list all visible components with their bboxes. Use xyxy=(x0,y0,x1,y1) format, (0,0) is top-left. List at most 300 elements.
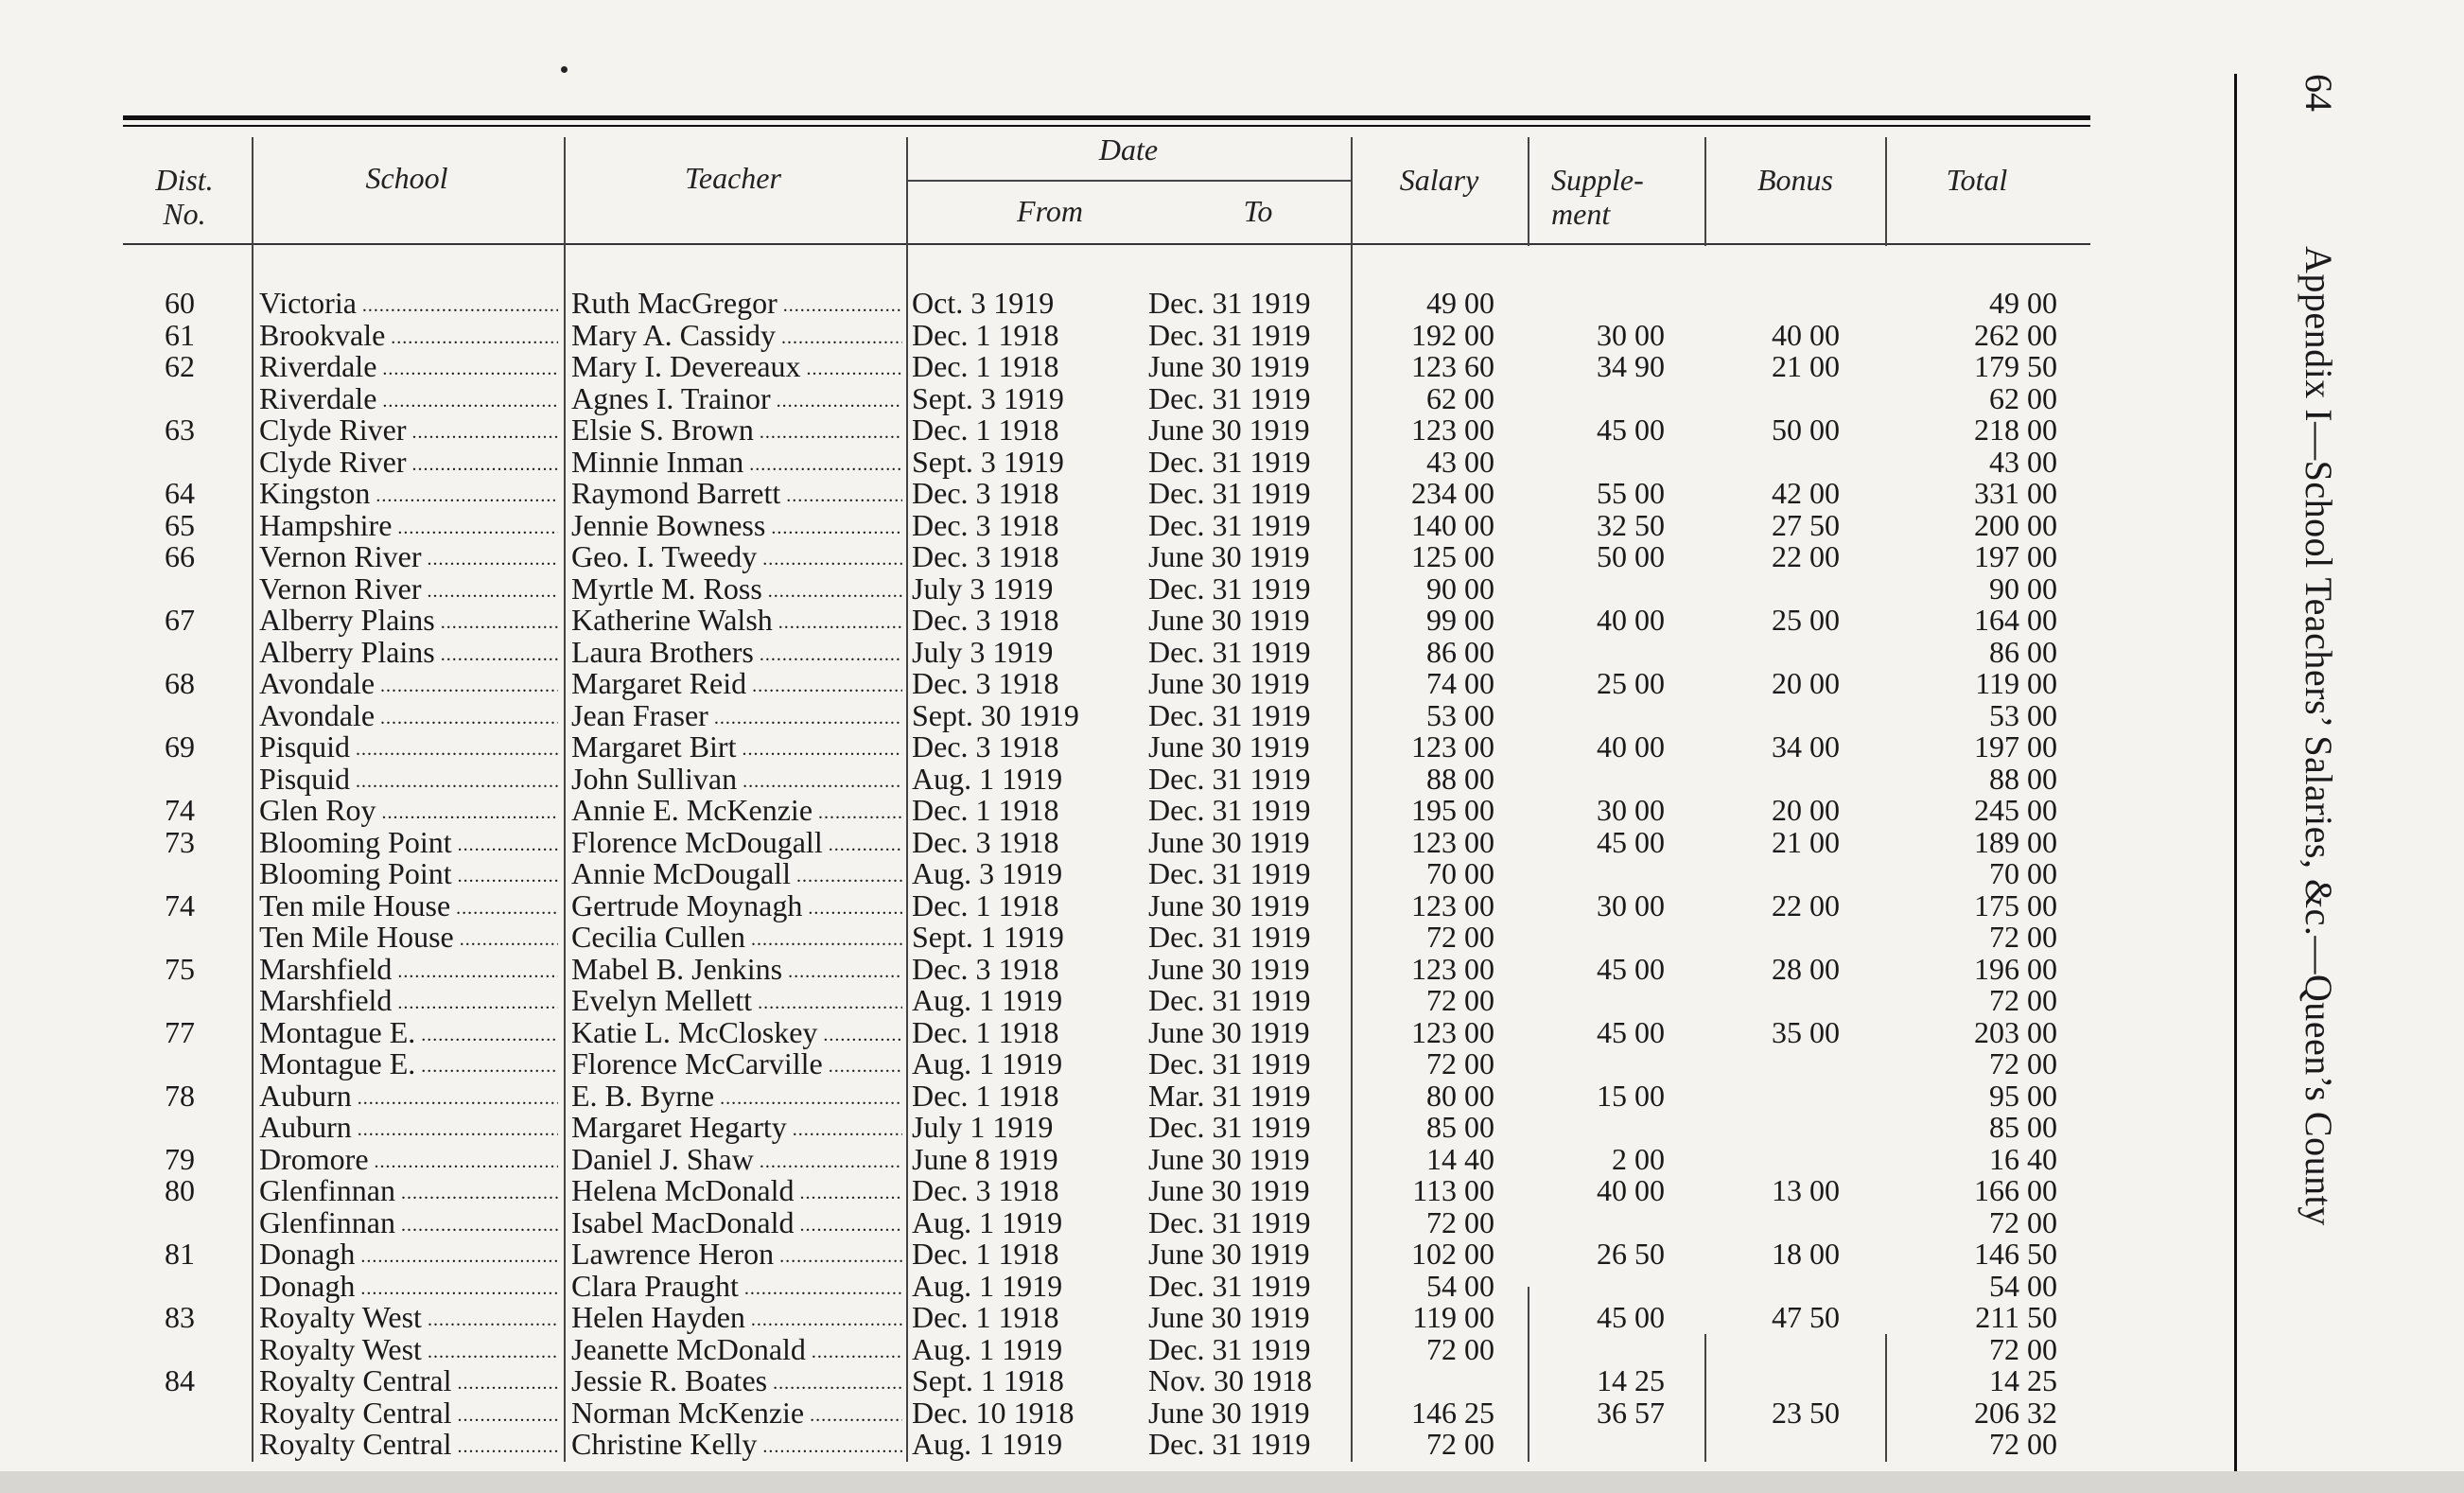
table-row xyxy=(0,317,2100,352)
cell-teacher: Helena McDonald ..... xyxy=(571,1175,902,1210)
cell-total: 72 00 xyxy=(1989,920,2057,954)
cell-from: Dec. 3 1918 xyxy=(912,1173,1059,1207)
table-row xyxy=(0,1204,2100,1239)
cell-salary: 123 00 xyxy=(1411,729,1494,764)
cell-total: 331 00 xyxy=(1974,476,2057,510)
cell-teacher: Mary I. Devereaux ..... xyxy=(571,351,902,386)
cell-to: Dec. 31 1919 xyxy=(1148,444,1311,479)
table-row xyxy=(0,1268,2100,1303)
cell-from: July 3 1919 xyxy=(912,571,1054,606)
cell-bonus: 47 50 xyxy=(1772,1300,1840,1334)
cell-teacher: Myrtle M. Ross ..... xyxy=(571,573,902,608)
cell-salary: 123 00 xyxy=(1411,824,1494,859)
cell-to: Dec. 31 1919 xyxy=(1148,697,1311,732)
page-number: 64 xyxy=(2298,74,2340,112)
cell-total: 166 00 xyxy=(1974,1173,2057,1207)
cell-dist: 73 xyxy=(165,824,195,859)
cell-school: Royalty Central ..... xyxy=(259,1365,558,1400)
cell-school: Glenfinnan ..... xyxy=(259,1207,558,1242)
cell-teacher: Margaret Reid ..... xyxy=(571,668,902,703)
cell-salary: 99 00 xyxy=(1426,603,1494,637)
cell-total: 262 00 xyxy=(1974,317,2057,352)
cell-salary: 72 00 xyxy=(1426,1204,1494,1239)
cell-teacher: Gertrude Moynagh ..... xyxy=(571,890,902,925)
cell-total: 72 00 xyxy=(1989,1204,2057,1239)
cell-dist: 64 xyxy=(165,476,195,510)
cell-teacher: Katie L. McCloskey ..... xyxy=(571,1017,902,1052)
cell-salary: 72 00 xyxy=(1426,1331,1494,1366)
cell-total: 218 00 xyxy=(1974,413,2057,447)
salary-table-body xyxy=(0,288,2100,1461)
header-date: Date xyxy=(1098,132,1159,167)
table-row xyxy=(0,1238,2100,1271)
cell-teacher: Christine Kelly ..... xyxy=(571,1429,902,1464)
cell-teacher: Clara Praught ..... xyxy=(571,1271,902,1306)
cell-from: Aug. 1 1919 xyxy=(912,1331,1063,1366)
cell-school: Riverdale ..... xyxy=(259,383,558,418)
cell-to: Dec. 31 1919 xyxy=(1148,634,1311,669)
cell-salary: 123 00 xyxy=(1411,887,1494,922)
cell-from: Dec. 3 1918 xyxy=(912,603,1059,637)
cell-teacher: Florence McDougall ..... xyxy=(571,827,902,862)
cell-teacher: Norman McKenzie ..... xyxy=(571,1397,902,1432)
cell-bonus: 22 00 xyxy=(1772,887,1840,922)
table-row xyxy=(0,824,2100,859)
table-row xyxy=(0,668,2100,700)
cell-to: June 30 1919 xyxy=(1148,1395,1310,1430)
cell-school: Alberry Plains ..... xyxy=(259,605,558,640)
cell-school: Donagh ..... xyxy=(259,1238,558,1273)
cell-teacher: Laura Brothers ..... xyxy=(571,637,902,672)
cell-from: Aug. 1 1919 xyxy=(912,1268,1063,1303)
cell-total: 72 00 xyxy=(1989,983,2057,1017)
cell-from: Dec. 3 1918 xyxy=(912,824,1059,859)
table-row xyxy=(0,887,2100,922)
cell-school: Ten mile House ..... xyxy=(259,890,558,925)
cell-dist: 61 xyxy=(165,317,195,352)
cell-dist: 74 xyxy=(165,793,195,827)
cell-total: 196 00 xyxy=(1974,951,2057,986)
header-salary: Salary xyxy=(1399,163,1479,197)
cell-from: Sept. 30 1919 xyxy=(912,697,1079,732)
header-from: From xyxy=(1017,194,1083,228)
cell-salary: 72 00 xyxy=(1426,1427,1494,1461)
cell-dist: 74 xyxy=(165,887,195,922)
cell-bonus: 23 50 xyxy=(1772,1395,1840,1430)
cell-from: Dec. 1 1918 xyxy=(912,349,1059,383)
cell-dist: 67 xyxy=(165,603,195,637)
cell-from: Dec. 1 1918 xyxy=(912,317,1059,352)
cell-bonus: 20 00 xyxy=(1772,666,1840,700)
cell-school: Vernon River ..... xyxy=(259,573,558,608)
cell-from: Aug. 1 1919 xyxy=(912,1427,1063,1461)
cell-supplement: 2 00 xyxy=(1612,1141,1665,1176)
column-rule xyxy=(1704,137,1706,246)
scan-bottom-edge xyxy=(0,1471,2464,1493)
cell-to: Dec. 31 1919 xyxy=(1148,1110,1311,1144)
cell-from: Dec. 3 1918 xyxy=(912,666,1059,700)
cell-from: Aug. 3 1919 xyxy=(912,856,1063,890)
cell-to: Dec. 31 1919 xyxy=(1148,1268,1311,1303)
cell-to: Dec. 31 1919 xyxy=(1148,1046,1311,1080)
cell-supplement: 14 25 xyxy=(1597,1363,1665,1397)
cell-teacher: Jeanette McDonald ..... xyxy=(571,1334,902,1369)
cell-to: June 30 1919 xyxy=(1148,1173,1310,1207)
cell-total: 70 00 xyxy=(1989,856,2057,890)
cell-school: Montague E. ..... xyxy=(259,1017,558,1052)
cell-supplement: 25 00 xyxy=(1597,666,1665,700)
header-bonus: Bonus xyxy=(1757,163,1833,197)
cell-salary: 234 00 xyxy=(1411,476,1494,510)
cell-salary: 123 00 xyxy=(1411,413,1494,447)
cell-total: 72 00 xyxy=(1989,1331,2057,1366)
cell-supplement: 40 00 xyxy=(1597,603,1665,637)
cell-bonus: 50 00 xyxy=(1772,413,1840,447)
cell-total: 16 40 xyxy=(1989,1141,2057,1176)
cell-dist: 62 xyxy=(165,349,195,383)
cell-school: Royalty West ..... xyxy=(259,1302,558,1337)
cell-from: Aug. 1 1919 xyxy=(912,1204,1063,1239)
cell-to: Dec. 31 1919 xyxy=(1148,1331,1311,1366)
cell-to: Dec. 31 1919 xyxy=(1148,476,1311,510)
cell-school: Pisquid ..... xyxy=(259,764,558,799)
cell-from: Dec. 10 1918 xyxy=(912,1395,1075,1430)
cell-teacher: Evelyn Mellett ..... xyxy=(571,985,902,1020)
header-supplement: Supple- ment xyxy=(1551,163,1644,231)
cell-school: Clyde River ..... xyxy=(259,414,558,449)
cell-to: Dec. 31 1919 xyxy=(1148,571,1311,606)
cell-teacher: Annie McDougall ..... xyxy=(571,858,902,893)
cell-total: 72 00 xyxy=(1989,1046,2057,1080)
cell-total: 49 00 xyxy=(1989,286,2057,320)
cell-from: Dec. 1 1918 xyxy=(912,1300,1059,1334)
table-row xyxy=(0,1141,2100,1176)
cell-dist: 79 xyxy=(165,1141,195,1176)
date-subheader-rule xyxy=(906,180,1351,182)
cell-to: Dec. 31 1919 xyxy=(1148,983,1311,1017)
table-row xyxy=(0,858,2100,890)
cell-supplement: 45 00 xyxy=(1597,1300,1665,1334)
table-row xyxy=(0,634,2100,669)
cell-to: June 30 1919 xyxy=(1148,729,1310,764)
cell-school: Ten Mile House ..... xyxy=(259,922,558,957)
cell-to: Dec. 31 1919 xyxy=(1148,286,1311,320)
stray-ink-dot xyxy=(561,66,568,73)
cell-teacher: Geo. I. Tweedy ..... xyxy=(571,541,902,576)
table-row xyxy=(0,605,2100,637)
table-row xyxy=(0,541,2100,573)
cell-dist: 66 xyxy=(165,539,195,573)
cell-total: 164 00 xyxy=(1974,603,2057,637)
cell-supplement: 15 00 xyxy=(1597,1078,1665,1113)
cell-teacher: Annie E. McKenzie ..... xyxy=(571,795,902,830)
cell-supplement: 50 00 xyxy=(1597,539,1665,573)
cell-to: June 30 1919 xyxy=(1148,349,1310,383)
cell-dist: 83 xyxy=(165,1300,195,1334)
cell-salary: 88 00 xyxy=(1426,761,1494,796)
cell-school: Clyde River ..... xyxy=(259,447,558,482)
cell-bonus: 35 00 xyxy=(1772,1014,1840,1049)
cell-salary: 123 60 xyxy=(1411,349,1494,383)
cell-bonus: 28 00 xyxy=(1772,951,1840,986)
cell-total: 203 00 xyxy=(1974,1014,2057,1049)
cell-school: Marshfield ..... xyxy=(259,985,558,1020)
table-row xyxy=(0,1112,2100,1144)
cell-dist: 77 xyxy=(165,1014,195,1049)
table-row xyxy=(0,573,2100,606)
cell-salary: 119 00 xyxy=(1412,1300,1494,1334)
cell-supplement: 30 00 xyxy=(1597,793,1665,827)
cell-from: Dec. 1 1918 xyxy=(912,887,1059,922)
cell-total: 245 00 xyxy=(1974,793,2057,827)
cell-to: Dec. 31 1919 xyxy=(1148,856,1311,890)
header-to: To xyxy=(1243,194,1273,228)
cell-dist: 60 xyxy=(165,286,195,320)
cell-salary: 123 00 xyxy=(1411,1014,1494,1049)
cell-salary: 62 00 xyxy=(1426,380,1494,415)
cell-salary: 140 00 xyxy=(1411,507,1494,542)
cell-from: July 3 1919 xyxy=(912,634,1054,669)
cell-salary: 72 00 xyxy=(1426,983,1494,1017)
cell-total: 62 00 xyxy=(1989,380,2057,415)
cell-bonus: 25 00 xyxy=(1772,603,1840,637)
cell-teacher: Margaret Hegarty ..... xyxy=(571,1112,902,1147)
cell-from: Sept. 3 1919 xyxy=(912,444,1064,479)
table-top-rule-thin xyxy=(123,125,2090,127)
cell-salary: 14 40 xyxy=(1426,1141,1494,1176)
cell-from: Sept. 3 1919 xyxy=(912,380,1064,415)
cell-school: Royalty West ..... xyxy=(259,1334,558,1369)
cell-school: Brookvale ..... xyxy=(259,320,558,355)
header-total: Total xyxy=(1946,163,2008,197)
cell-from: Sept. 1 1919 xyxy=(912,920,1064,954)
cell-salary: 43 00 xyxy=(1426,444,1494,479)
table-row xyxy=(0,1080,2100,1113)
cell-teacher: Helen Hayden ..... xyxy=(571,1302,902,1337)
cell-from: Dec. 1 1918 xyxy=(912,413,1059,447)
cell-to: June 30 1919 xyxy=(1148,887,1310,922)
cell-school: Riverdale ..... xyxy=(259,351,558,386)
cell-teacher: E. B. Byrne ..... xyxy=(571,1080,902,1115)
cell-dist: 84 xyxy=(165,1363,195,1397)
cell-dist: 80 xyxy=(165,1173,195,1207)
cell-bonus: 18 00 xyxy=(1772,1237,1840,1271)
cell-total: 197 00 xyxy=(1974,539,2057,573)
table-row xyxy=(0,795,2100,827)
cell-total: 175 00 xyxy=(1974,887,2057,922)
cell-salary: 195 00 xyxy=(1411,793,1494,827)
cell-teacher: Ruth MacGregor ..... xyxy=(571,288,902,323)
cell-total: 85 00 xyxy=(1989,1110,2057,1144)
cell-from: Dec. 1 1918 xyxy=(912,1237,1059,1271)
cell-dist: 81 xyxy=(165,1237,195,1271)
cell-teacher: Cecilia Cullen ..... xyxy=(571,922,902,957)
cell-school: Pisquid ..... xyxy=(259,731,558,766)
table-row xyxy=(0,697,2100,732)
cell-from: Dec. 1 1918 xyxy=(912,1078,1059,1113)
cell-from: Dec. 1 1918 xyxy=(912,1014,1059,1049)
cell-to: Dec. 31 1919 xyxy=(1148,1427,1311,1461)
cell-to: Dec. 31 1919 xyxy=(1148,317,1311,352)
table-row xyxy=(0,507,2100,542)
side-rule xyxy=(2234,74,2237,1493)
cell-to: June 30 1919 xyxy=(1148,951,1310,986)
cell-to: June 30 1919 xyxy=(1148,666,1310,700)
cell-salary: 53 00 xyxy=(1426,697,1494,732)
cell-to: June 30 1919 xyxy=(1148,1141,1310,1176)
cell-dist: 78 xyxy=(165,1078,195,1113)
cell-school: Hampshire ..... xyxy=(259,510,558,545)
cell-school: Auburn ..... xyxy=(259,1112,558,1147)
table-row xyxy=(0,288,2100,320)
table-row xyxy=(0,414,2100,447)
cell-teacher: John Sullivan ..... xyxy=(571,764,902,799)
cell-teacher: Lawrence Heron ..... xyxy=(571,1238,902,1273)
cell-salary: 113 00 xyxy=(1412,1173,1494,1207)
cell-total: 211 50 xyxy=(1975,1300,2057,1334)
cell-total: 197 00 xyxy=(1974,729,2057,764)
cell-total: 43 00 xyxy=(1989,444,2057,479)
cell-salary: 85 00 xyxy=(1426,1110,1494,1144)
table-row xyxy=(0,731,2100,764)
table-row xyxy=(0,922,2100,954)
cell-bonus: 42 00 xyxy=(1772,476,1840,510)
cell-salary: 74 00 xyxy=(1426,666,1494,700)
cell-teacher: Daniel J. Shaw ..... xyxy=(571,1144,902,1179)
cell-from: Dec. 3 1918 xyxy=(912,476,1059,510)
table-row xyxy=(0,1014,2100,1049)
header-teacher: Teacher xyxy=(685,161,781,195)
cell-school: Blooming Point ..... xyxy=(259,858,558,893)
cell-supplement: 45 00 xyxy=(1597,413,1665,447)
cell-supplement: 55 00 xyxy=(1597,476,1665,510)
cell-teacher: Minnie Inman ..... xyxy=(571,447,902,482)
cell-from: Dec. 3 1918 xyxy=(912,507,1059,542)
cell-total: 90 00 xyxy=(1989,571,2057,606)
cell-salary: 90 00 xyxy=(1426,571,1494,606)
cell-teacher: Katherine Walsh ..... xyxy=(571,605,902,640)
cell-dist: 69 xyxy=(165,729,195,764)
cell-to: June 30 1919 xyxy=(1148,824,1310,859)
table-top-rule-thick xyxy=(123,115,2090,120)
cell-dist: 63 xyxy=(165,413,195,447)
cell-from: Aug. 1 1919 xyxy=(912,761,1063,796)
cell-supplement: 45 00 xyxy=(1597,824,1665,859)
cell-from: Dec. 3 1918 xyxy=(912,951,1059,986)
cell-salary: 123 00 xyxy=(1411,951,1494,986)
cell-total: 146 50 xyxy=(1974,1237,2057,1271)
cell-to: June 30 1919 xyxy=(1148,1300,1310,1334)
cell-total: 119 00 xyxy=(1975,666,2057,700)
header-school: School xyxy=(365,161,448,195)
cell-salary: 72 00 xyxy=(1426,1046,1494,1080)
table-row xyxy=(0,761,2100,796)
cell-school: Vernon River ..... xyxy=(259,541,558,576)
cell-salary: 125 00 xyxy=(1411,539,1494,573)
cell-school: Dromore ..... xyxy=(259,1144,558,1179)
table-row xyxy=(0,1048,2100,1080)
running-head xyxy=(2284,74,2341,1398)
table-row xyxy=(0,1429,2100,1461)
cell-supplement: 32 50 xyxy=(1597,507,1665,542)
cell-school: Avondale ..... xyxy=(259,668,558,703)
running-title: Appendix I—School Teachers’ Salaries, &c.—Queen’s County xyxy=(2298,246,2340,1226)
cell-salary: 86 00 xyxy=(1426,634,1494,669)
cell-teacher: Jessie R. Boates ..... xyxy=(571,1365,902,1400)
cell-to: Mar. 31 1919 xyxy=(1148,1078,1311,1113)
cell-supplement: 30 00 xyxy=(1597,317,1665,352)
cell-bonus: 22 00 xyxy=(1772,539,1840,573)
cell-teacher: Margaret Birt ..... xyxy=(571,731,902,766)
cell-from: Dec. 1 1918 xyxy=(912,793,1059,827)
cell-school: Marshfield ..... xyxy=(259,954,558,989)
cell-from: Dec. 3 1918 xyxy=(912,539,1059,573)
cell-to: Nov. 30 1918 xyxy=(1148,1363,1313,1397)
cell-bonus: 34 00 xyxy=(1772,729,1840,764)
cell-dist: 65 xyxy=(165,507,195,542)
table-row xyxy=(0,444,2100,479)
cell-total: 179 50 xyxy=(1974,349,2057,383)
cell-total: 95 00 xyxy=(1989,1078,2057,1113)
table-row xyxy=(0,380,2100,415)
cell-salary: 146 25 xyxy=(1411,1395,1494,1430)
table-row xyxy=(0,351,2100,383)
cell-supplement: 40 00 xyxy=(1597,1173,1665,1207)
cell-supplement: 26 50 xyxy=(1597,1237,1665,1271)
cell-bonus: 40 00 xyxy=(1772,317,1840,352)
cell-teacher: Florence McCarville ..... xyxy=(571,1048,902,1083)
cell-school: Kingston ..... xyxy=(259,478,558,513)
header-bottom-rule xyxy=(123,243,2090,245)
header-dist xyxy=(132,163,236,231)
cell-dist: 75 xyxy=(165,951,195,986)
cell-school: Glen Roy ..... xyxy=(259,795,558,830)
cell-from: Dec. 3 1918 xyxy=(912,729,1059,764)
cell-supplement: 45 00 xyxy=(1597,951,1665,986)
table-row xyxy=(0,1331,2100,1366)
cell-school: Royalty Central ..... xyxy=(259,1397,558,1432)
cell-to: June 30 1919 xyxy=(1148,603,1310,637)
cell-bonus: 21 00 xyxy=(1772,349,1840,383)
cell-school: Royalty Central ..... xyxy=(259,1429,558,1464)
cell-to: June 30 1919 xyxy=(1148,413,1310,447)
cell-teacher: Jean Fraser ..... xyxy=(571,700,902,735)
cell-teacher: Raymond Barrett ..... xyxy=(571,478,902,513)
cell-school: Montague E. ..... xyxy=(259,1048,558,1083)
cell-teacher: Elsie S. Brown ..... xyxy=(571,414,902,449)
cell-teacher: Isabel MacDonald ..... xyxy=(571,1207,902,1242)
cell-to: Dec. 31 1919 xyxy=(1148,920,1311,954)
header-dist-label: Dist. No. xyxy=(155,163,214,231)
cell-teacher: Agnes I. Trainor ..... xyxy=(571,383,902,418)
table-row xyxy=(0,1175,2100,1207)
cell-school: Avondale ..... xyxy=(259,700,558,735)
cell-salary: 54 00 xyxy=(1426,1268,1494,1303)
cell-school: Auburn ..... xyxy=(259,1080,558,1115)
cell-supplement: 36 57 xyxy=(1597,1395,1665,1430)
cell-teacher: Mary A. Cassidy ..... xyxy=(571,320,902,355)
cell-from: June 8 1919 xyxy=(912,1141,1058,1176)
cell-bonus: 13 00 xyxy=(1772,1173,1840,1207)
cell-school: Donagh ..... xyxy=(259,1271,558,1306)
cell-to: Dec. 31 1919 xyxy=(1148,761,1311,796)
cell-supplement: 30 00 xyxy=(1597,887,1665,922)
cell-supplement: 45 00 xyxy=(1597,1014,1665,1049)
cell-teacher: Mabel B. Jenkins ..... xyxy=(571,954,902,989)
cell-total: 72 00 xyxy=(1989,1427,2057,1461)
cell-total: 86 00 xyxy=(1989,634,2057,669)
cell-teacher: Jennie Bowness ..... xyxy=(571,510,902,545)
